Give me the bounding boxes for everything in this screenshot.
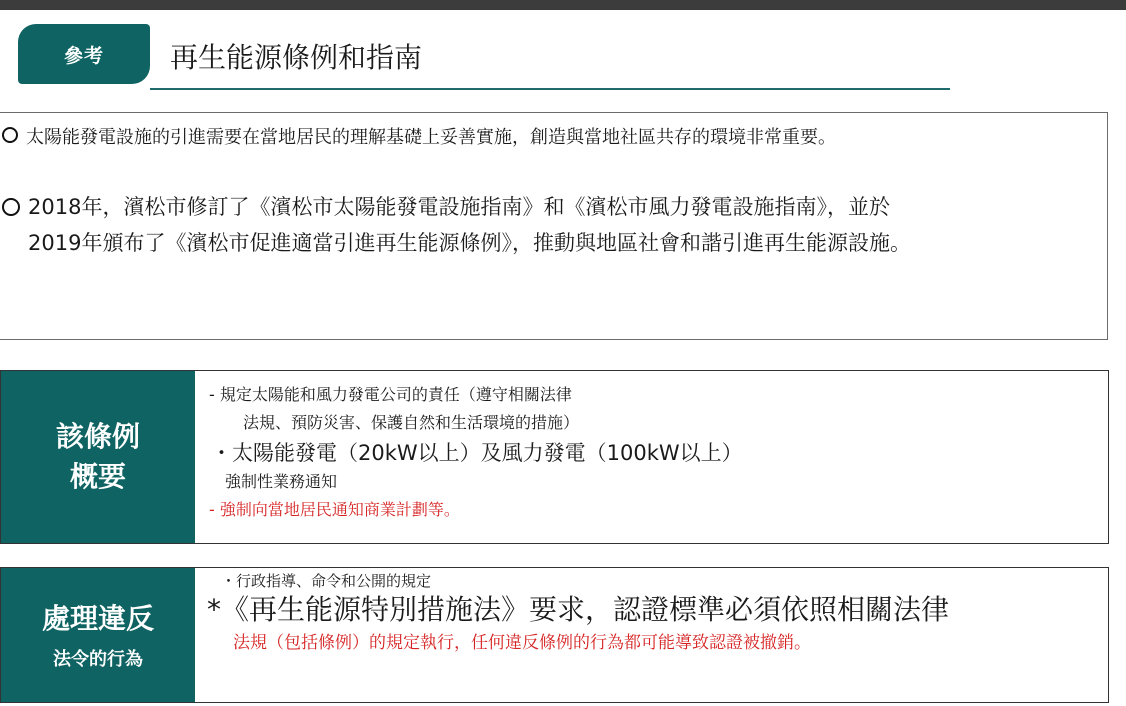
overview-label-line-2: 概要 (69, 460, 126, 493)
violation-line-3: 法規（包括條例）的規定執行，任何違反條例的行為都可能導致認證被撤銷。 (233, 633, 811, 653)
circle-bullet-icon (2, 198, 20, 216)
ordinance-overview-label (1, 371, 195, 543)
intro-bullet-2-text (28, 189, 911, 261)
ordinance-overview-box (0, 370, 1109, 544)
violation-line-2: *《再生能源特別措施法》要求，認證標準必須依照相關法律 (207, 593, 950, 626)
intro-bullet-2 (2, 189, 911, 261)
title-underline (150, 88, 950, 90)
intro-bullet-1-text: 太陽能發電設施的引進需要在當地居民的理解基礎上妥善實施，創造與當地社區共存的環境非常重要。 (26, 127, 836, 148)
overview-line-1: - 規定太陽能和風力發電公司的責任（遵守相關法律 (209, 385, 572, 404)
overview-line-5: - 強制向當地居民通知商業計劃等。 (209, 500, 460, 519)
top-bar (0, 0, 1126, 10)
page-title: 再生能源條例和指南 (170, 41, 423, 74)
ordinance-overview-content (209, 381, 743, 525)
violation-label-line-1: 處理違反 (41, 602, 154, 635)
violation-line-1: ・行政指導、命令和公開的規定 (221, 572, 432, 590)
overview-line-4: 強制性業務通知 (225, 472, 338, 491)
overview-line-2: 法規、預防災害、保護自然和生活環境的措施） (243, 413, 580, 432)
intro-box (0, 112, 1108, 340)
intro-bullet-2-line-1: 2018年，濱松市修訂了《濱松市太陽能發電設施指南》和《濱松市風力發電設施指南》，並於 (28, 195, 890, 219)
intro-bullet-1 (2, 123, 836, 149)
overview-line-3: ・太陽能發電（20kW以上）及風力發電（100kW以上） (211, 441, 743, 465)
violation-handling-content (207, 570, 949, 658)
violation-handling-label (1, 568, 195, 702)
violation-handling-box (0, 567, 1109, 703)
violation-label-line-2: 法令的行為 (53, 649, 143, 670)
circle-bullet-icon (2, 127, 18, 143)
overview-label-line-1: 該條例 (55, 420, 140, 453)
intro-bullet-2-line-2: 2019年頒布了《濱松市促進適當引進再生能源條例》，推動與地區社會和諧引進再生能源設施。 (28, 231, 911, 255)
reference-tag: 參考 (18, 24, 150, 84)
